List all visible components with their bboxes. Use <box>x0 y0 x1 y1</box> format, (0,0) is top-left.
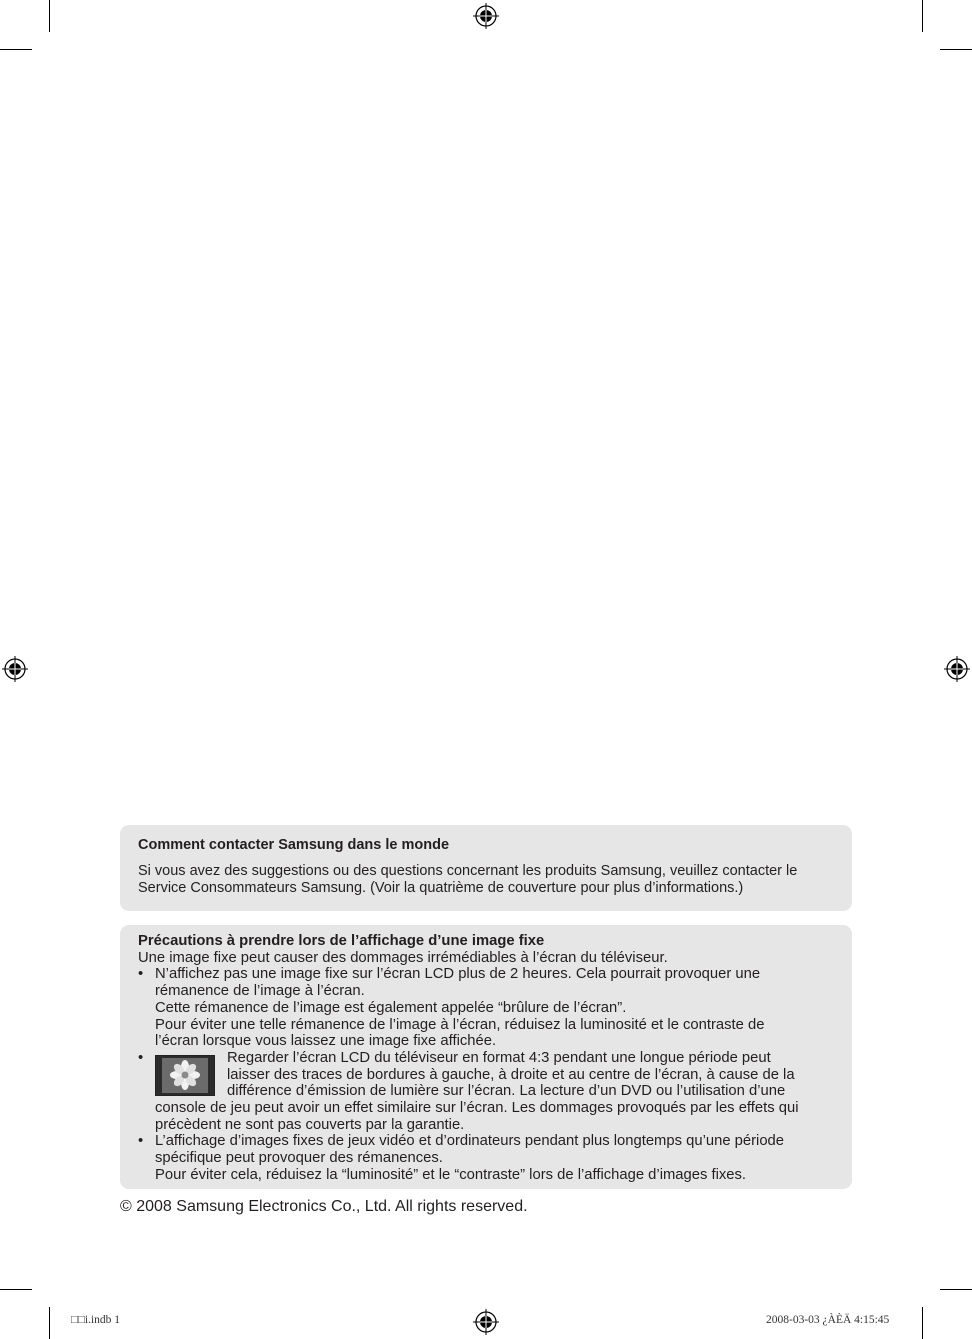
precaution-bullet-item <box>138 966 834 1050</box>
registration-mark-icon <box>944 656 970 682</box>
crop-mark-top-right <box>922 0 923 32</box>
registration-mark-icon <box>473 3 499 29</box>
crop-mark-top-left <box>49 0 50 32</box>
bullet-line: N’affichez pas une image fixe sur l’écran LCD plus de 2 heures. Cela pourrait provoquer une <box>155 966 761 983</box>
bullet-dot: • <box>138 1049 144 1066</box>
crop-mark-bottom-right-h <box>940 1289 972 1290</box>
footer-timestamp: 2008-03-03 ¿ÀÈÄ 4:15:45 <box>766 1314 890 1326</box>
bullet-dot: • <box>138 1133 144 1150</box>
precaution-bullet-item <box>138 1050 834 1134</box>
bullet-line: rémanence de l’image à l’écran. <box>155 983 365 1000</box>
bullet-line: Cette rémanence de l’image est également appelée “brûlure de l’écran”. <box>155 999 627 1016</box>
precautions-panel <box>120 925 852 1189</box>
bullet-line: laisser des traces de bordures à gauche, à droite et au centre de l’écran, à cause de la <box>227 1066 795 1083</box>
precautions-intro: Une image fixe peut causer des dommages irrémédiables à l’écran du téléviseur. <box>138 949 668 966</box>
crop-mark-bottom-right <box>922 1307 923 1339</box>
registration-mark-icon <box>2 656 28 682</box>
contact-title: Comment contacter Samsung dans le monde <box>138 837 450 853</box>
contact-body <box>138 863 834 897</box>
bullet-dot: • <box>138 966 144 983</box>
tv-screen-flower-thumbnail <box>155 1055 215 1096</box>
contact-panel <box>120 825 852 911</box>
crop-mark-top-left-h <box>0 49 32 50</box>
precautions-title: Précautions à prendre lors de l’affichage d’une image fixe <box>138 933 545 949</box>
bullet-line: spécifique peut provoquer des rémanences. <box>155 1150 443 1167</box>
bullet-line: Regarder l’écran LCD du téléviseur en format 4:3 pendant une longue période peut <box>227 1049 771 1066</box>
bullet-line: précèdent ne sont pas couverts par la garantie. <box>155 1116 465 1133</box>
bullet-line: L’affichage d’images fixes de jeux vidéo et d’ordinateurs pendant plus longtemps qu’une période <box>155 1133 785 1150</box>
crop-mark-bottom-left-h <box>0 1289 32 1290</box>
crop-mark-bottom-left <box>49 1307 50 1339</box>
bullet-line: Pour éviter cela, réduisez la “luminosité” et le “contraste” lors de l’affichage d’images fixes. <box>155 1166 747 1183</box>
crop-mark-top-right-h <box>940 49 972 50</box>
contact-body-line: Si vous avez des suggestions ou des questions concernant les produits Samsung, veuillez contacter le <box>138 863 798 879</box>
precaution-bullet-item <box>138 1133 834 1183</box>
registration-mark-icon <box>473 1309 499 1335</box>
copyright-notice: © 2008 Samsung Electronics Co., Ltd. All rights reserved. <box>120 1198 528 1215</box>
bullet-line: console de jeu peut avoir un effet similaire sur l’écran. Les dommages provoqués par les effets qui <box>155 1100 799 1117</box>
bullet-line: Pour éviter une telle rémanence de l’image à l’écran, réduisez la luminosité et le contraste de <box>155 1016 765 1033</box>
footer-file-name: □□i.indb 1 <box>71 1314 121 1326</box>
contact-body-line: Service Consommateurs Samsung. (Voir la quatrième de couverture pour plus d’informations.) <box>138 880 744 896</box>
bullet-line: différence d’émission de lumière sur l’écran. La lecture d’un DVD ou l’utilisation d’une <box>227 1083 786 1100</box>
bullet-line: l’écran lorsque vous laissez une image fixe affichée. <box>155 1033 497 1050</box>
